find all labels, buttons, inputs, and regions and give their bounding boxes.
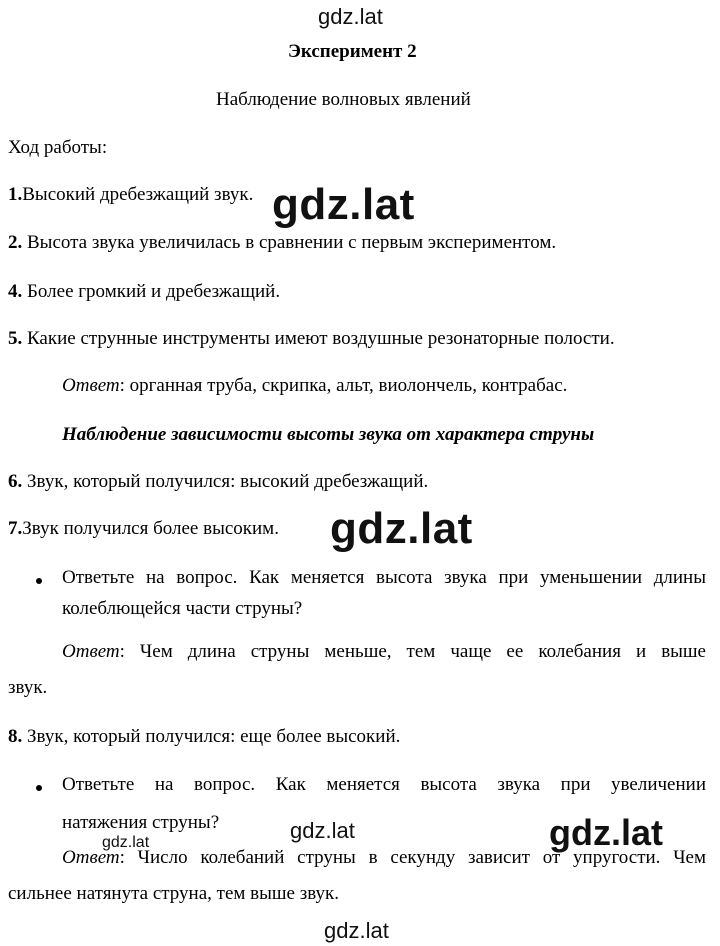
answer-label: Ответ: [62, 641, 120, 662]
watermark-top: gdz.lat: [318, 4, 383, 29]
item-7: [8, 518, 279, 540]
bullet-dot-icon: [36, 785, 42, 791]
bullet-2-line-1: Ответьте на вопрос. Как меняется высота звука при увеличении: [62, 774, 706, 795]
bullet-1-line-1: Ответьте на вопрос. Как меняется высота звука при уменьшении длины: [62, 567, 706, 588]
answer-2-text: : Число колебаний струны в секунду зависит от упругости. Чем: [119, 847, 706, 868]
watermark-mid: gdz.lat: [290, 818, 355, 843]
item-1-text: Высокий дребезжащий звук.: [22, 184, 254, 205]
watermark-bottom: gdz.lat: [324, 918, 389, 943]
item-8: [8, 726, 400, 748]
answer-2-line-1: [62, 847, 706, 869]
intro-label: Ход работы:: [8, 137, 108, 158]
item-2-number: 2.: [8, 232, 23, 253]
item-4: [8, 281, 280, 303]
item-5-text: Какие струнные инструменты имеют воздушные резонаторные полости.: [22, 328, 615, 349]
bullet-2-line-2: натяжения струны?: [62, 812, 220, 833]
item-5-number: 5.: [8, 328, 23, 349]
answer-1-text: : Чем длина струны меньше, тем чаще ее колебания и выше: [119, 641, 706, 662]
watermark-large-1: gdz.lat: [272, 180, 415, 229]
item-4-text: Более громкий и дребезжащий.: [22, 281, 281, 302]
item-6: [8, 471, 428, 493]
item-8-text: Звук, который получился: еще более высокий.: [22, 726, 401, 747]
item-5-answer: [62, 375, 567, 397]
item-2: [8, 232, 556, 254]
bullet-1-line-2: колеблющейся части струны?: [62, 598, 303, 619]
item-4-number: 4.: [8, 281, 23, 302]
answer-text: : органная труба, скрипка, альт, виолончель, контрабас.: [119, 375, 568, 396]
item-2-text: Высота звука увеличилась в сравнении с первым экспериментом.: [22, 232, 557, 253]
item-7-text: Звук получился более высоким.: [22, 518, 279, 539]
answer-label: Ответ: [62, 375, 120, 396]
item-1-number: 1.: [8, 184, 23, 205]
item-6-number: 6.: [8, 471, 23, 492]
answer-1-line-2: звук.: [8, 677, 48, 698]
watermark-large-2: gdz.lat: [330, 504, 473, 553]
page-subtitle: Наблюдение волновых явлений: [216, 89, 471, 110]
section-heading: Наблюдение зависимости высоты звука от характера струны: [62, 424, 595, 445]
item-8-number: 8.: [8, 726, 23, 747]
answer-label: Ответ: [62, 847, 120, 868]
bullet-dot-icon: [36, 578, 42, 584]
answer-1-line-1: [62, 641, 706, 663]
answer-2-line-2: сильнее натянута струна, тем выше звук.: [8, 883, 340, 904]
page-title: Эксперимент 2: [288, 41, 417, 62]
watermark-tiny: gdz.lat: [102, 834, 150, 851]
item-5: [8, 328, 615, 350]
item-6-text: Звук, который получился: высокий дребезжащий.: [22, 471, 429, 492]
item-7-number: 7.: [8, 518, 23, 539]
item-1: [8, 184, 253, 206]
watermark-large-3: gdz.lat: [549, 812, 663, 853]
